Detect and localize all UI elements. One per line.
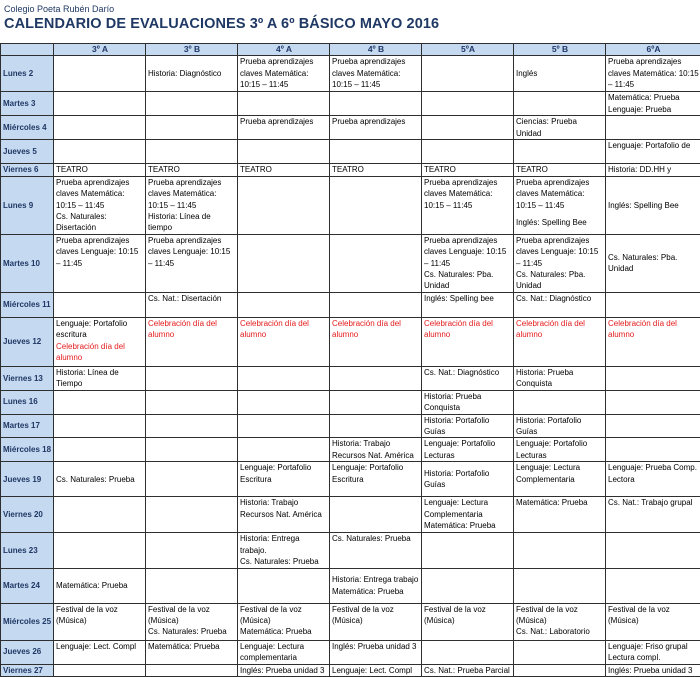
evaluation-cell	[514, 234, 606, 292]
evaluation-entry: Matemática: Prueba	[516, 497, 604, 508]
event-entry-highlight: Celebración día del alumno	[56, 341, 144, 364]
evaluation-entry: Historia: Línea de tiempo	[148, 211, 236, 234]
calendar-row	[1, 92, 700, 116]
evaluation-entry: Lenguaje: Lectura complementaria	[240, 641, 328, 664]
evaluation-cell	[238, 664, 330, 676]
evaluation-cell	[422, 414, 514, 438]
evaluation-entry: Historia: Portafolio Guías	[516, 415, 604, 438]
evaluation-cell	[54, 603, 146, 640]
evaluation-cell	[606, 234, 700, 292]
evaluation-cell	[146, 164, 238, 176]
day-label: Viernes 6	[1, 164, 54, 176]
evaluation-entry: Cs. Naturales: Prueba	[148, 626, 236, 637]
evaluation-cell	[238, 116, 330, 140]
evaluation-cell	[238, 497, 330, 533]
evaluation-entry: Cs. Naturales: Prueba	[332, 533, 420, 544]
evaluation-cell	[422, 640, 514, 664]
evaluation-cell	[238, 317, 330, 366]
evaluation-cell	[422, 164, 514, 176]
day-label: Martes 24	[1, 568, 54, 603]
calendar-row	[1, 176, 700, 234]
day-label: Jueves 26	[1, 640, 54, 664]
day-label: Miércoles 11	[1, 292, 54, 317]
evaluation-entry: Historia: Prueba Conquista	[424, 391, 512, 414]
evaluation-cell	[330, 414, 422, 438]
calendar-row	[1, 438, 700, 462]
evaluation-entry: TEATRO	[332, 164, 420, 175]
evaluation-cell	[238, 568, 330, 603]
evaluation-cell	[54, 366, 146, 390]
evaluation-entry: Lenguaje: Lect. Compl	[332, 665, 420, 676]
evaluation-entry: Festival de la voz (Música)	[148, 604, 236, 627]
calendar-row	[1, 116, 700, 140]
event-entry-highlight: Celebración día del alumno	[148, 318, 236, 341]
evaluation-cell	[514, 56, 606, 92]
evaluation-cell	[330, 164, 422, 176]
evaluation-entry: Historia: Trabajo Recursos Nat. América	[332, 438, 420, 461]
evaluation-cell	[606, 116, 700, 140]
evaluation-cell	[146, 92, 238, 116]
evaluation-cell	[146, 234, 238, 292]
evaluation-entry: Festival de la voz (Música)	[424, 604, 512, 627]
evaluation-entry: Ciencias: Prueba Unidad	[516, 116, 604, 139]
day-label: Miércoles 18	[1, 438, 54, 462]
calendar-row	[1, 603, 700, 640]
evaluation-entry: Cs. Nat.: Disertación	[148, 293, 236, 304]
evaluation-entry: Lenguaje: Portafolio de	[608, 140, 699, 151]
calendar-row	[1, 292, 700, 317]
evaluation-cell	[514, 116, 606, 140]
evaluation-cell	[606, 414, 700, 438]
evaluation-cell	[606, 462, 700, 497]
calendar-row	[1, 390, 700, 414]
day-label: Viernes 27	[1, 664, 54, 676]
evaluation-cell	[606, 640, 700, 664]
evaluation-cell	[238, 438, 330, 462]
evaluation-cell	[238, 92, 330, 116]
evaluation-entry: Lenguaje: Portafolio escritura	[56, 318, 144, 341]
day-label: Jueves 12	[1, 317, 54, 366]
evaluation-cell	[238, 292, 330, 317]
evaluation-cell	[146, 292, 238, 317]
evaluation-cell	[606, 568, 700, 603]
evaluation-cell	[330, 390, 422, 414]
evaluation-cell	[422, 664, 514, 676]
evaluation-cell	[422, 176, 514, 234]
evaluation-entry: TEATRO	[516, 164, 604, 175]
evaluation-cell	[146, 366, 238, 390]
evaluation-entry: Prueba aprendizajes claves Lenguaje: 10:15 – 11:45	[516, 235, 604, 269]
evaluation-cell	[54, 317, 146, 366]
evaluation-entry: TEATRO	[56, 164, 144, 175]
evaluation-entry: Lenguaje: Portafolio Lecturas	[516, 438, 604, 461]
evaluation-cell	[146, 317, 238, 366]
evaluation-entry: Lenguaje: Portafolio Lecturas	[424, 438, 512, 461]
calendar-row	[1, 533, 700, 568]
evaluation-cell	[54, 414, 146, 438]
evaluation-entry: TEATRO	[424, 164, 512, 175]
column-header: 4º B	[330, 44, 422, 56]
evaluation-cell	[422, 292, 514, 317]
evaluation-cell	[54, 116, 146, 140]
evaluation-cell	[422, 462, 514, 497]
evaluation-cell	[422, 92, 514, 116]
evaluation-entry: Inglés: Spelling bee	[424, 293, 512, 304]
day-label: Lunes 16	[1, 390, 54, 414]
evaluation-cell	[514, 414, 606, 438]
evaluation-calendar-table	[0, 43, 700, 677]
evaluation-entry: Lenguaje: Lect. Compl	[56, 641, 144, 652]
evaluation-entry: Inglés	[516, 68, 604, 79]
calendar-row	[1, 497, 700, 533]
column-header: 5º B	[514, 44, 606, 56]
header-row	[1, 44, 700, 56]
evaluation-entry: Festival de la voz (Música)	[240, 604, 328, 627]
evaluation-cell	[54, 533, 146, 568]
evaluation-cell	[422, 533, 514, 568]
evaluation-cell	[54, 140, 146, 164]
evaluation-cell	[514, 462, 606, 497]
evaluation-cell	[330, 116, 422, 140]
school-name: Colegio Poeta Rubén Darío	[4, 4, 114, 14]
evaluation-cell	[146, 640, 238, 664]
evaluation-entry: Matemática: Prueba	[608, 92, 699, 103]
evaluation-cell	[422, 568, 514, 603]
column-header: 3º B	[146, 44, 238, 56]
evaluation-cell	[514, 603, 606, 640]
evaluation-entry: Historia: Trabajo Recursos Nat. América	[240, 497, 328, 520]
day-label: Martes 10	[1, 234, 54, 292]
evaluation-cell	[514, 140, 606, 164]
evaluation-entry: Cs. Naturales: Prueba	[240, 556, 328, 567]
evaluation-cell	[422, 116, 514, 140]
calendar-row	[1, 414, 700, 438]
evaluation-cell	[54, 56, 146, 92]
evaluation-cell	[330, 664, 422, 676]
column-header: 3º A	[54, 44, 146, 56]
evaluation-entry: Historia: Línea de Tiempo	[56, 367, 144, 390]
evaluation-cell	[330, 140, 422, 164]
corner-cell	[1, 44, 54, 56]
evaluation-entry: Lenguaje: Lectura Complementaria	[516, 462, 604, 485]
evaluation-entry: Prueba aprendizajes claves Lenguaje: 10:15 – 11:45	[56, 235, 144, 269]
evaluation-cell	[146, 533, 238, 568]
evaluation-entry: Prueba aprendizajes claves Matemática: 10:15 – 11:45	[332, 56, 420, 90]
evaluation-cell	[606, 603, 700, 640]
evaluation-cell	[422, 603, 514, 640]
evaluation-cell	[238, 603, 330, 640]
event-entry-highlight: Celebración día del alumno	[332, 318, 420, 341]
evaluation-cell	[146, 497, 238, 533]
calendar-body	[1, 56, 700, 677]
evaluation-entry: TEATRO	[148, 164, 236, 175]
calendar-row	[1, 664, 700, 676]
evaluation-cell	[606, 140, 700, 164]
evaluation-entry: Prueba aprendizajes claves Matemática: 10:15 – 11:45	[608, 56, 699, 90]
page-title: CALENDARIO DE EVALUACIONES 3º A 6º BÁSICO MAYO 2016	[4, 16, 439, 32]
day-label: Viernes 13	[1, 366, 54, 390]
evaluation-cell	[606, 390, 700, 414]
evaluation-entry: Prueba aprendizajes claves Matemática: 10:15 – 11:45	[424, 177, 512, 211]
evaluation-cell	[146, 414, 238, 438]
evaluation-entry: Prueba aprendizajes claves Matemática: 10:15 – 11:45	[148, 177, 236, 211]
evaluation-entry: Matemática: Prueba	[240, 626, 328, 637]
column-header: 4º A	[238, 44, 330, 56]
evaluation-cell	[606, 664, 700, 676]
evaluation-cell	[606, 317, 700, 366]
evaluation-cell	[330, 92, 422, 116]
evaluation-entry: Matemática: Prueba	[424, 520, 512, 531]
event-entry-highlight: Celebración día del alumno	[608, 318, 699, 341]
evaluation-cell	[606, 533, 700, 568]
evaluation-cell	[238, 140, 330, 164]
evaluation-entry: Historia: Entrega trabajo	[332, 574, 420, 585]
calendar-row	[1, 234, 700, 292]
evaluation-entry: Historia: Entrega trabajo.	[240, 533, 328, 556]
event-entry-highlight: Celebración día del alumno	[240, 318, 328, 341]
evaluation-cell	[146, 116, 238, 140]
evaluation-entry: Cs. Nat.: Prueba Parcial	[424, 665, 512, 676]
evaluation-entry: Prueba aprendizajes claves Lenguaje: 10:15 – 11:45	[424, 235, 512, 269]
evaluation-cell	[146, 176, 238, 234]
day-label: Martes 17	[1, 414, 54, 438]
evaluation-entry: Inglés: Spelling Bee	[516, 217, 604, 228]
evaluation-entry: Inglés: Prueba unidad 3	[332, 641, 420, 652]
evaluation-cell	[146, 568, 238, 603]
evaluation-cell	[238, 640, 330, 664]
day-label: Miércoles 25	[1, 603, 54, 640]
evaluation-cell	[514, 533, 606, 568]
evaluation-cell	[514, 497, 606, 533]
evaluation-entry: Inglés: Spelling Bee	[608, 200, 699, 211]
evaluation-cell	[514, 292, 606, 317]
day-label: Viernes 20	[1, 497, 54, 533]
evaluation-cell	[330, 497, 422, 533]
evaluation-cell	[330, 640, 422, 664]
column-header: 6ºA	[606, 44, 700, 56]
evaluation-cell	[606, 497, 700, 533]
evaluation-cell	[606, 92, 700, 116]
evaluation-cell	[146, 462, 238, 497]
evaluation-cell	[330, 568, 422, 603]
evaluation-entry: Prueba aprendizajes claves Matemática: 10:15 – 11:45	[516, 177, 604, 211]
evaluation-cell	[330, 438, 422, 462]
evaluation-cell	[422, 390, 514, 414]
evaluation-cell	[606, 176, 700, 234]
evaluation-entry: Historia: DD.HH y	[608, 164, 699, 175]
evaluation-cell	[422, 140, 514, 164]
evaluation-cell	[54, 92, 146, 116]
evaluation-entry: Historia: Portafolio Guías	[424, 468, 512, 491]
evaluation-cell	[514, 176, 606, 234]
evaluation-cell	[54, 164, 146, 176]
evaluation-cell	[606, 56, 700, 92]
evaluation-cell	[330, 533, 422, 568]
evaluation-cell	[330, 234, 422, 292]
calendar-row	[1, 140, 700, 164]
evaluation-entry: Lenguaje: Prueba Comp. Lectora	[608, 462, 699, 485]
evaluation-cell	[238, 414, 330, 438]
evaluation-entry: Cs. Nat.: Laboratorio	[516, 626, 604, 637]
day-label: Jueves 19	[1, 462, 54, 497]
evaluation-cell	[146, 390, 238, 414]
day-label: Lunes 9	[1, 176, 54, 234]
evaluation-cell	[238, 462, 330, 497]
evaluation-entry: Prueba aprendizajes claves Lenguaje: 10:15 – 11:45	[148, 235, 236, 269]
evaluation-cell	[514, 438, 606, 462]
evaluation-entry: Cs. Naturales: Prueba	[56, 474, 144, 485]
evaluation-cell	[330, 366, 422, 390]
evaluation-cell	[330, 603, 422, 640]
evaluation-cell	[514, 664, 606, 676]
evaluation-cell	[146, 603, 238, 640]
evaluation-cell	[146, 140, 238, 164]
evaluation-cell	[330, 317, 422, 366]
day-label: Martes 3	[1, 92, 54, 116]
evaluation-entry: Cs. Naturales: Pba. Unidad	[516, 269, 604, 292]
evaluation-entry: Lenguaje: Portafolio Escritura	[332, 462, 420, 485]
evaluation-cell	[606, 292, 700, 317]
evaluation-entry: Cs. Naturales: Pba. Unidad	[424, 269, 512, 292]
evaluation-entry: Historia: Portafolio Guías	[424, 415, 512, 438]
evaluation-cell	[54, 664, 146, 676]
evaluation-cell	[514, 366, 606, 390]
evaluation-entry: Lenguaje: Prueba	[608, 104, 699, 115]
evaluation-cell	[54, 234, 146, 292]
evaluation-cell	[514, 164, 606, 176]
calendar-row	[1, 462, 700, 497]
evaluation-entry: Prueba aprendizajes claves Matemática: 10:15 – 11:45	[240, 56, 328, 90]
evaluation-cell	[54, 568, 146, 603]
calendar-row	[1, 164, 700, 176]
evaluation-entry: Festival de la voz (Música)	[608, 604, 699, 627]
evaluation-cell	[238, 366, 330, 390]
evaluation-entry: Cs. Nat.: Trabajo grupal	[608, 497, 699, 508]
evaluation-entry: Festival de la voz (Música)	[332, 604, 420, 627]
evaluation-cell	[514, 640, 606, 664]
day-label: Miércoles 4	[1, 116, 54, 140]
evaluation-cell	[514, 92, 606, 116]
evaluation-cell	[330, 462, 422, 497]
evaluation-entry: Prueba aprendizajes claves Matemática: 10:15 – 11:45	[56, 177, 144, 211]
evaluation-entry: Lenguaje: Friso grupal Lectura compl.	[608, 641, 699, 664]
evaluation-cell	[54, 462, 146, 497]
evaluation-entry: Lenguaje: Lectura Complementaria	[424, 497, 512, 520]
evaluation-cell	[606, 164, 700, 176]
evaluation-cell	[330, 176, 422, 234]
evaluation-entry: Cs. Naturales: Disertación	[56, 211, 144, 234]
calendar-row	[1, 640, 700, 664]
evaluation-cell	[238, 533, 330, 568]
evaluation-entry: Historia: Diagnóstico	[148, 68, 236, 79]
evaluation-cell	[422, 317, 514, 366]
evaluation-cell	[606, 366, 700, 390]
evaluation-cell	[238, 390, 330, 414]
evaluation-cell	[146, 56, 238, 92]
evaluation-cell	[422, 56, 514, 92]
evaluation-cell	[54, 438, 146, 462]
evaluation-cell	[238, 176, 330, 234]
evaluation-cell	[146, 664, 238, 676]
evaluation-cell	[238, 56, 330, 92]
evaluation-entry: Inglés: Prueba unidad 3	[240, 665, 328, 676]
evaluation-cell	[514, 390, 606, 414]
evaluation-entry: Cs. Nat.: Diagnóstico	[516, 293, 604, 304]
evaluation-cell	[330, 292, 422, 317]
evaluation-entry: Cs. Naturales: Pba. Unidad	[608, 252, 699, 275]
calendar-row	[1, 568, 700, 603]
calendar-row	[1, 56, 700, 92]
evaluation-cell	[422, 234, 514, 292]
evaluation-cell	[514, 317, 606, 366]
day-label: Lunes 2	[1, 56, 54, 92]
evaluation-cell	[54, 292, 146, 317]
evaluation-entry: Festival de la voz (Música)	[56, 604, 144, 627]
evaluation-cell	[54, 390, 146, 414]
evaluation-cell	[514, 568, 606, 603]
evaluation-entry: Matemática: Prueba	[148, 641, 236, 652]
column-header: 5ºA	[422, 44, 514, 56]
evaluation-cell	[422, 438, 514, 462]
event-entry-highlight: Celebración día del alumno	[516, 318, 604, 341]
evaluation-cell	[54, 640, 146, 664]
evaluation-entry: Matemática: Prueba	[56, 580, 144, 591]
evaluation-cell	[238, 234, 330, 292]
evaluation-entry: TEATRO	[240, 164, 328, 175]
evaluation-cell	[54, 497, 146, 533]
evaluation-entry: Festival de la voz (Música)	[516, 604, 604, 627]
evaluation-cell	[146, 438, 238, 462]
evaluation-cell	[54, 176, 146, 234]
day-label: Lunes 23	[1, 533, 54, 568]
calendar-row	[1, 317, 700, 366]
event-entry-highlight: Celebración día del alumno	[424, 318, 512, 341]
day-label: Jueves 5	[1, 140, 54, 164]
evaluation-cell	[606, 438, 700, 462]
evaluation-entry: Cs. Nat.: Diagnóstico	[424, 367, 512, 378]
calendar-row	[1, 366, 700, 390]
evaluation-entry: Matemática: Prueba	[332, 586, 420, 597]
evaluation-cell	[422, 497, 514, 533]
evaluation-entry: Historia: Prueba Conquista	[516, 367, 604, 390]
evaluation-cell	[238, 164, 330, 176]
evaluation-entry: Inglés: Prueba unidad 3	[608, 665, 699, 676]
evaluation-cell	[330, 56, 422, 92]
evaluation-cell	[422, 366, 514, 390]
evaluation-entry: Prueba aprendizajes	[240, 116, 328, 127]
evaluation-entry: Lenguaje: Portafolio Escritura	[240, 462, 328, 485]
evaluation-entry: Prueba aprendizajes	[332, 116, 420, 127]
